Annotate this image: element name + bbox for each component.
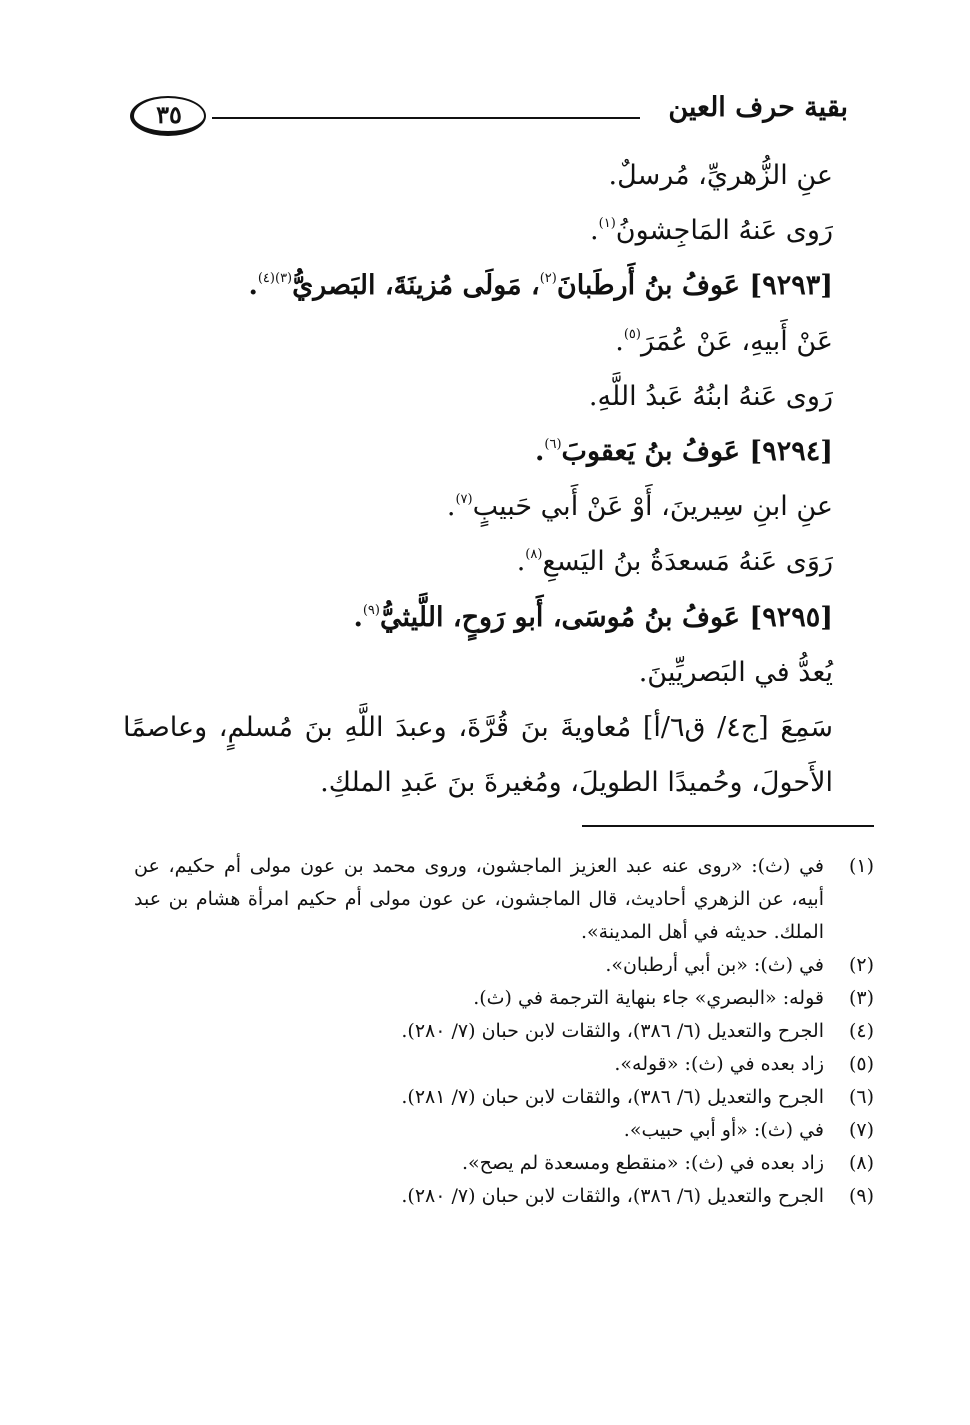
footnote-text: الجرح والتعديل (٦/ ٣٨٦)، والثقات لابن حبان (٧/ ٢٨٠). (401, 1020, 824, 1042)
footnote-text: في (ث): «بن أبي أرطبان». (605, 954, 824, 976)
footnote-number: (٤) (848, 1020, 874, 1042)
period: . (248, 270, 258, 302)
paragraph (123, 700, 833, 810)
entry-name-rest: ، مَولَى مُزينَةَ، البَصريُّ (292, 270, 540, 302)
entry-name: عَوفُ بنُ يَعقوبَ (561, 436, 741, 468)
page-number: ٣٥ (156, 99, 182, 129)
footnote-ref: (٥) (623, 326, 641, 342)
period: . (615, 325, 624, 357)
footnote (134, 1081, 874, 1114)
entry-name: عَوفُ بنُ أَرطَبانَ (556, 270, 741, 302)
footnote-number: (٨) (848, 1152, 874, 1174)
footnote-text: الجرح والتعديل (٦/ ٣٨٦)، والثقات لابن حبان (٧/ ٢٨١). (401, 1086, 824, 1108)
text-line (123, 148, 833, 203)
footnote (134, 1048, 874, 1081)
text-line-content: يُعدُّ في البَصريِّينَ. (638, 656, 833, 688)
footnote-number: (٥) (848, 1053, 874, 1075)
paragraph-text: سَمِعَ [ج٤/ ق٦/أ] مُعاويةَ بنَ قُرَّةَ، وعبدَ اللَّهِ بنَ مُسلمٍ، وعاصمًا الأَحولَ، وحُميدًا الطويلَ، ومُغيرةَ بنَ عَبدِ الملكِ. (123, 712, 833, 799)
text-line (123, 314, 833, 369)
text-line (123, 479, 833, 534)
text-line-content: رَوَى عَنهُ مَسعدَةُ بنُ اليَسعِ (542, 546, 833, 578)
footnote (134, 1015, 874, 1048)
footnote (134, 850, 874, 949)
footnotes (134, 850, 874, 1213)
text-line-content: عنِ الزُّهريِّ، مُرسلٌ. (608, 160, 833, 191)
footnote (134, 1180, 874, 1213)
footnote-text: قوله: «البصري» جاء بنهاية الترجمة في (ث). (473, 987, 824, 1009)
text-line-content: عنِ ابنِ سِيرينَ، أَوْ عَنْ أَبي حَبيبٍ (472, 491, 833, 523)
text-line (123, 369, 833, 424)
entry-name: عَوفُ بنُ مُوسَى، أَبو رَوحٍ، اللَّيثيُّ (379, 601, 741, 633)
running-title: بقية حرف العين (668, 92, 848, 123)
footnote-number: (٢) (848, 954, 874, 976)
period: . (534, 436, 545, 468)
period: . (516, 546, 526, 578)
footnote-separator (582, 825, 874, 827)
footnote-number: (٩) (848, 1185, 874, 1207)
footnote-ref: (٣)(٤) (257, 271, 293, 287)
page-number-badge (130, 96, 206, 136)
text-line (123, 203, 833, 258)
footnote-text: الجرح والتعديل (٦/ ٣٨٦)، والثقات لابن حبان (٧/ ٢٨٠). (401, 1185, 824, 1207)
footnote (134, 982, 874, 1015)
footnote-number: (١) (848, 855, 874, 877)
entry-heading (123, 424, 833, 479)
footnote-ref: (٨) (525, 547, 543, 563)
footnote-ref: (٦) (544, 437, 562, 453)
footnote-text: زاد بعده في (ث): «منقطع ومسعدة لم يصح». (462, 1152, 824, 1174)
footnote (134, 1147, 874, 1180)
footnote-number: (٦) (848, 1086, 874, 1108)
main-text (123, 148, 833, 810)
footnote-number: (٣) (848, 987, 874, 1009)
entry-number: [٩٢٩٤] (749, 436, 833, 468)
footnote-text: في (ث): «أو أبي حبيب». (623, 1119, 824, 1141)
text-line-content: رَوى عَنهُ ابنُهُ عَبدُ اللَّهِ. (588, 380, 833, 412)
entry-number: [٩٢٩٥] (749, 601, 833, 633)
footnote-text: في (ث): «روى عنه عبد العزيز الماجشون، وروى محمد بن عون مولى أم حكيم، عن أبيه، عن الزهري أحاديث، قال الماجشون، عن عون مولى أم حكيم امرأة هشام بن عبد الملك. حديثه في أهل المدينة». (134, 855, 824, 943)
period: . (353, 601, 363, 633)
entry-heading (123, 258, 833, 313)
footnote-ref: (٢) (539, 271, 557, 287)
text-line-content: عَنْ أَبيهِ، عَنْ عُمَرَ (640, 325, 833, 357)
text-line-content: رَوى عَنهُ المَاجِشونُ (615, 215, 833, 247)
text-line (123, 534, 833, 589)
footnote (134, 949, 874, 982)
entry-heading (123, 590, 833, 645)
header-rule (212, 117, 640, 119)
footnote-ref: (٩) (362, 602, 380, 618)
footnote (134, 1114, 874, 1147)
footnote-ref: (٧) (455, 492, 473, 508)
entry-number: [٩٢٩٣] (749, 270, 833, 302)
text-line (123, 645, 833, 700)
footnote-ref: (١) (598, 216, 616, 232)
footnote-number: (٧) (848, 1119, 874, 1141)
footnote-text: زاد بعده في (ث): «قوله». (614, 1053, 824, 1075)
period: . (590, 215, 599, 247)
page-header (128, 88, 848, 148)
period: . (446, 491, 456, 523)
